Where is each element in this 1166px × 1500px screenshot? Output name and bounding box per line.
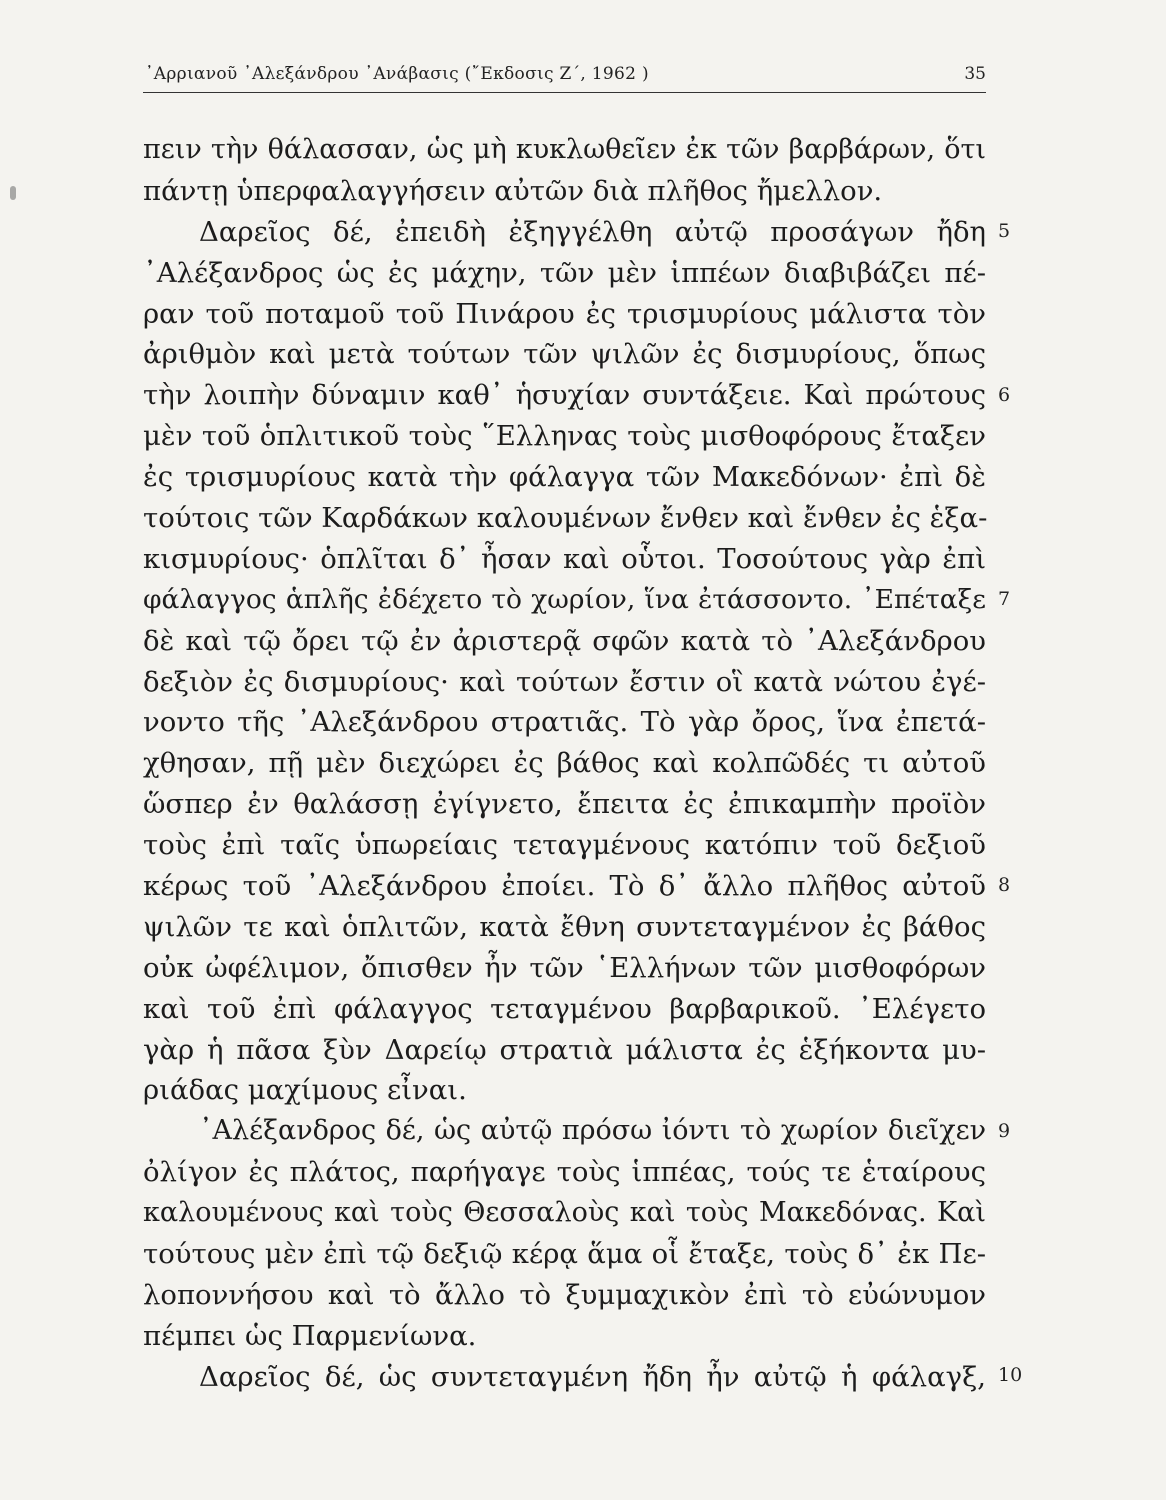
text-line: ᾿Αλέξανδρος ὡς ἐς μάχην, τῶν μὲν ἱππέων διαβιβάζει πέ- bbox=[143, 256, 986, 289]
text-line: ᾿Αλέξανδρος δέ, ὡς αὐτῷ πρόσω ἰόντι τὸ χωρίον διεῖχεν bbox=[199, 1115, 986, 1147]
text-line: ὥσπερ ἐν θαλάσσῃ ἐγίγνετο, ἔπειτα ἐς ἐπικαμπὴν προϊὸν bbox=[143, 788, 986, 821]
section-number: 8 bbox=[998, 874, 1011, 896]
page-number: 35 bbox=[964, 64, 986, 84]
section-number: 9 bbox=[998, 1120, 1011, 1142]
text-line: πέμπει ὡς Παρμενίωνα. bbox=[143, 1319, 477, 1352]
text-line: ὀλίγον ἐς πλάτος, παρήγαγε τοὺς ἱππέας, τούς τε ἑταίρους bbox=[143, 1156, 986, 1189]
main-text bbox=[143, 130, 986, 1398]
text-line: τούτους μὲν ἐπὶ τῷ δεξιῷ κέρᾳ ἅμα οἷ ἔταξε, τοὺς δ᾿ ἐκ Πε- bbox=[143, 1238, 986, 1271]
text-line: λοποννήσου καὶ τὸ ἄλλο τὸ ξυμμαχικὸν ἐπὶ τὸ εὐώνυμον bbox=[143, 1278, 986, 1311]
text-line: χθησαν, πῇ μὲν διεχώρει ἐς βάθος καὶ κολπῶδές τι αὐτοῦ bbox=[143, 747, 986, 780]
text-line: τοὺς ἐπὶ ταῖς ὑπωρείαις τεταγμένους κατόπιν τοῦ δεξιοῦ bbox=[143, 829, 986, 862]
section-number: 10 bbox=[998, 1364, 1023, 1386]
text-line: Δαρεῖος δέ, ὡς συντεταγμένη ἤδη ἦν αὐτῷ ἡ φάλαγξ, bbox=[199, 1360, 986, 1393]
text-line: κισμυρίους· ὁπλῖται δ᾿ ἦσαν καὶ οὗτοι. Τοσούτους γὰρ ἐπὶ bbox=[143, 542, 986, 575]
text-line: ἐς τρισμυρίους κατὰ τὴν φάλαγγα τῶν Μακεδόνων· ἐπὶ δὲ bbox=[143, 461, 986, 494]
text-line: καλουμένους καὶ τοὺς Θεσσαλοὺς καὶ τοὺς Μακεδόνας. Καὶ bbox=[143, 1197, 986, 1229]
running-header bbox=[143, 62, 986, 93]
section-number: 7 bbox=[998, 588, 1011, 610]
text-line: νοντο τῆς ᾿Αλεξάνδρου στρατιᾶς. Τὸ γὰρ ὄρος, ἵνα ἐπετά- bbox=[143, 706, 986, 739]
text-line: Δαρεῖος δέ, ἐπειδὴ ἐξηγγέλθη αὐτῷ προσάγων ἤδη bbox=[199, 215, 986, 248]
text-line: ραν τοῦ ποταμοῦ τοῦ Πινάρου ἐς τρισμυρίους μάλιστα τὸν bbox=[143, 297, 986, 330]
section-number: 5 bbox=[998, 220, 1011, 242]
text-line: φάλαγγος ἁπλῆς ἐδέχετο τὸ χωρίον, ἵνα ἐτάσσοντο. ᾿Επέταξε bbox=[143, 583, 986, 615]
text-line: ψιλῶν τε καὶ ὁπλιτῶν, κατὰ ἔθνη συντεταγμένον ἐς βάθος bbox=[143, 910, 986, 943]
page-blemish bbox=[10, 186, 16, 200]
text-line: γὰρ ἡ πᾶσα ξὺν Δαρείῳ στρατιὰ μάλιστα ἐς ἑξήκοντα μυ- bbox=[143, 1033, 986, 1066]
text-line: ριάδας μαχίμους εἶναι. bbox=[143, 1074, 467, 1107]
header-title: ᾿Αρριανοῦ ᾿Αλεξάνδρου ᾿Ανάβασις (῎Εκδοσις Ζ΄, 1962 ) bbox=[145, 64, 649, 84]
text-line: ἀριθμὸν καὶ μετὰ τούτων τῶν ψιλῶν ἐς δισμυρίους, ὅπως bbox=[143, 338, 986, 371]
text-line: τούτοις τῶν Καρδάκων καλουμένων ἔνθεν καὶ ἔνθεν ἐς ἑξα- bbox=[143, 502, 988, 535]
text-line: κέρως τοῦ ᾿Αλεξάνδρου ἐποίει. Τὸ δ᾿ ἄλλο πλῆθος αὐτοῦ bbox=[143, 870, 986, 903]
section-number: 6 bbox=[998, 384, 1011, 406]
text-line: μὲν τοῦ ὁπλιτικοῦ τοὺς ῞Ελληνας τοὺς μισθοφόρους ἔταξεν bbox=[143, 420, 986, 453]
text-line: δὲ καὶ τῷ ὄρει τῷ ἐν ἀριστερᾷ σφῶν κατὰ τὸ ᾿Αλεξάνδρου bbox=[143, 624, 986, 657]
text-line: δεξιὸν ἐς δισμυρίους· καὶ τούτων ἔστιν οἳ κατὰ νώτου ἐγέ- bbox=[143, 665, 986, 698]
text-line: καὶ τοῦ ἐπὶ φάλαγγος τεταγμένου βαρβαρικοῦ. ᾿Ελέγετο bbox=[143, 992, 986, 1025]
text-line: τὴν λοιπὴν δύναμιν καθ᾿ ἡσυχίαν συντάξειε. Καὶ πρώτους bbox=[143, 379, 986, 412]
text-line: οὐκ ὠφέλιμον, ὄπισθεν ἦν τῶν ῾Ελλήνων τῶν μισθοφόρων bbox=[143, 951, 986, 984]
text-line: πάντῃ ὑπερφαλαγγήσειν αὐτῶν διὰ πλῆθος ἤμελλον. bbox=[143, 174, 883, 207]
text-line: πειν τὴν θάλασσαν, ὡς μὴ κυκλωθεῖεν ἐκ τῶν βαρβάρων, ὅτι bbox=[143, 134, 986, 165]
